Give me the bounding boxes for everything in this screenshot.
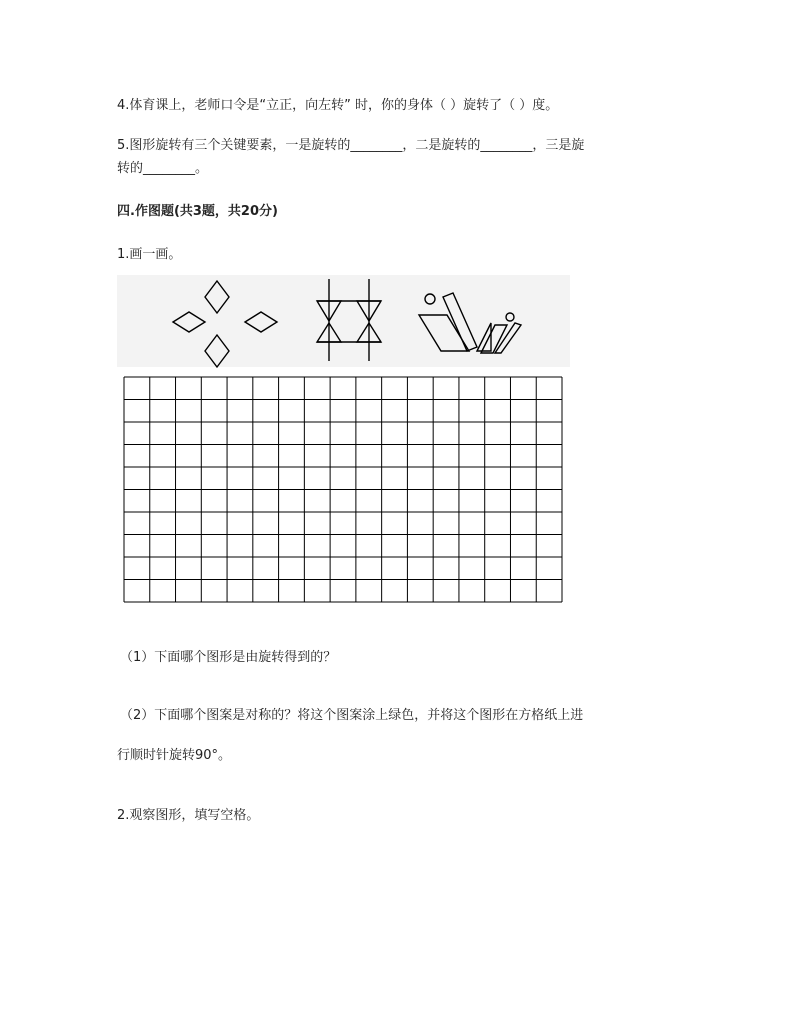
square-grid: [124, 377, 562, 602]
question-5-line-2: 转的________。: [117, 161, 209, 176]
sub-question-2-line-2: 行顺时针旋转90°。: [117, 748, 232, 763]
figure-background: [117, 275, 570, 367]
sub-question-1: （1）下面哪个图形是由旋转得到的？: [120, 650, 337, 665]
sub-question-2-line-1: （2）下面哪个图案是对称的？将这个图案涂上绿色，并将这个图形在方格纸上进: [120, 708, 584, 723]
problem-1-title: 1.画一画。: [117, 247, 182, 262]
figure-area: [117, 275, 577, 610]
question-5-line-1: 5.图形旋转有三个关键要素，一是旋转的________，二是旋转的________，三是旋: [117, 138, 585, 153]
problem-2-title: 2.观察图形，填写空格。: [117, 808, 260, 823]
question-4: 4.体育课上，老师口令是“立正，向左转” 时，你的身体（ ）旋转了（ ）度。: [117, 98, 559, 113]
section-heading: 四.作图题(共3题，共20分): [117, 204, 278, 219]
